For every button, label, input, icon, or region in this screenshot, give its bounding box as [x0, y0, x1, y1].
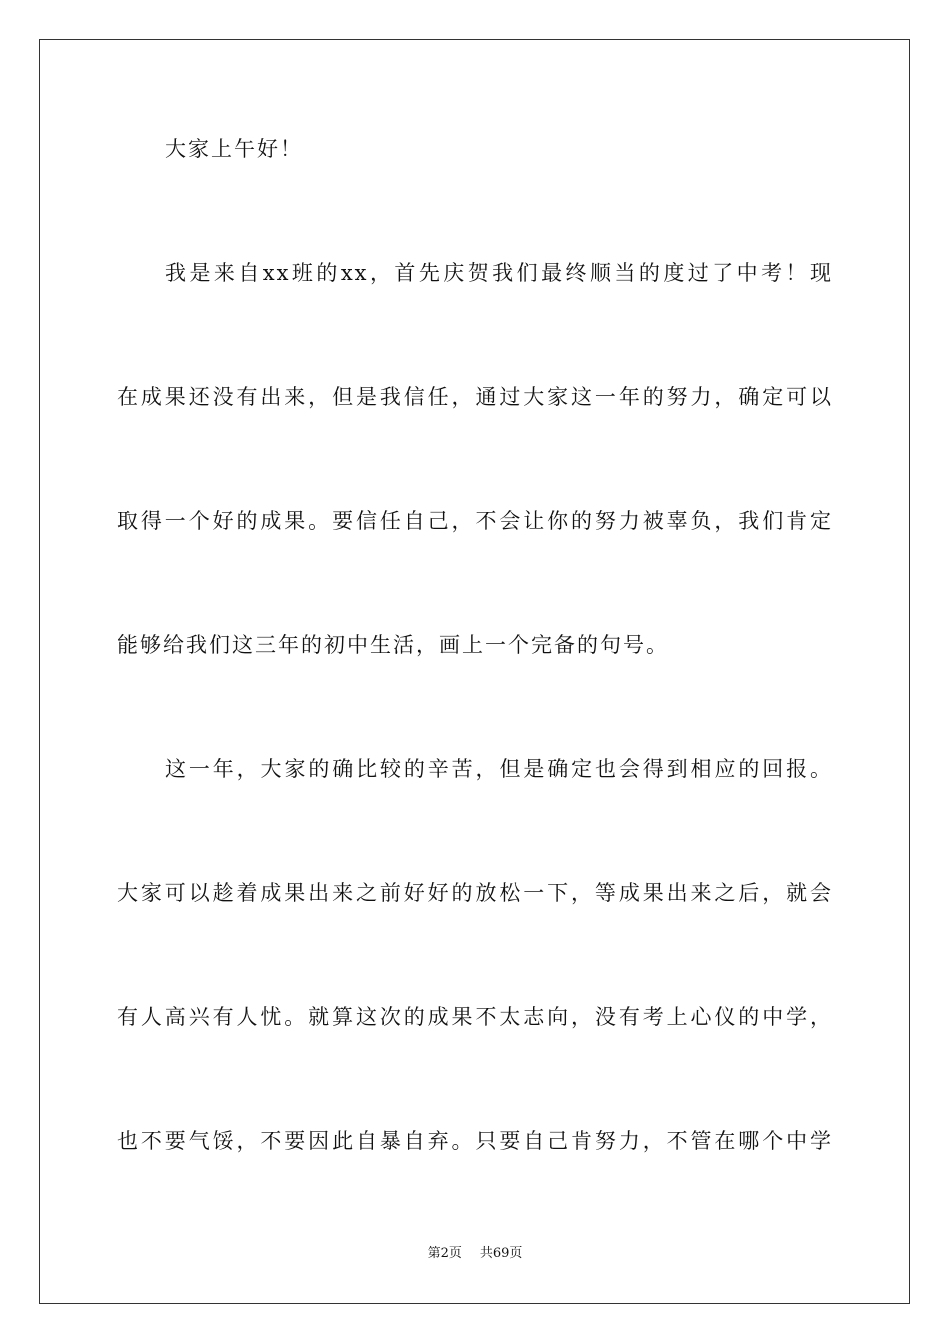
paragraph-line: 这一年，大家的确比较的辛苦，但是确定也会得到相应的回报。 — [165, 757, 833, 781]
page-border — [39, 39, 910, 1304]
paragraph-line: 也不要气馁，不要因此自暴自弃。只要自己肯努力，不管在哪个中学 — [117, 1129, 833, 1153]
total-pages: 共69页 — [479, 1246, 523, 1261]
paragraph-line: 大家可以趁着成果出来之前好好的放松一下，等成果出来之后，就会 — [117, 881, 833, 905]
paragraph-line: 我是来自xx班的xx，首先庆贺我们最终顺当的度过了中考！现 — [165, 261, 833, 285]
paragraph-line: 有人高兴有人忧。就算这次的成果不太志向，没有考上心仪的中学， — [117, 1005, 833, 1029]
paragraph-line: 在成果还没有出来，但是我信任，通过大家这一年的努力，确定可以 — [117, 385, 833, 409]
page-footer — [0, 1245, 950, 1263]
page-number: 第2页 — [427, 1246, 462, 1261]
paragraph-line: 取得一个好的成果。要信任自己，不会让你的努力被辜负，我们肯定 — [117, 509, 833, 533]
paragraph-line: 能够给我们这三年的初中生活，画上一个完备的句号。 — [117, 633, 669, 657]
greeting-line: 大家上午好！ — [165, 137, 303, 161]
